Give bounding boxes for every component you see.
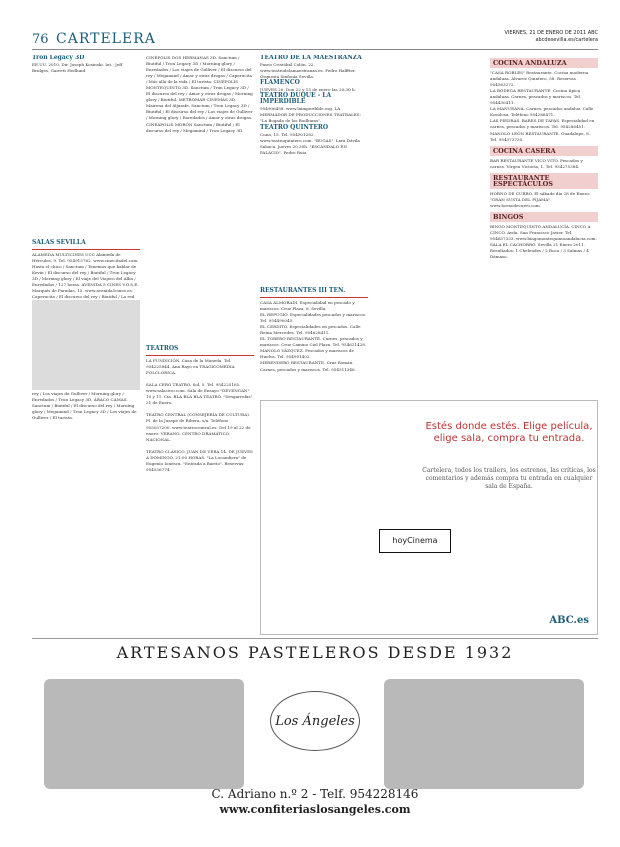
column-dining (490, 55, 598, 400)
page-header (32, 30, 598, 50)
advert-headline: Estés donde estés. Elige película, elige sala, compra tu entrada. (425, 421, 593, 444)
section-heading: SALAS SEVILLA (32, 237, 140, 250)
theatre-entry: SALA CERO TEATRO. Sol, 5. Tel. 954225165. www.salacero.com. Sala de Ensayo "DEVENGAN" 10 y 11. Cía. BLA BLA BLA TEATRO. "Desgarrofas". 21 de Enero. (146, 382, 254, 406)
restaurant-entry: EL TORERO RESTAURANTE. Carnes, pescados y mariscos. Cruz Camino Ciel Plaza. Tel. 954621428. (260, 336, 367, 348)
dining-heading: RESTAURANTE ESPECTÁCULOS (490, 173, 598, 189)
theatre-entry: TEATRO CLÁSICO. JUAN DE VERA 14. DE JUEVES A DOMINGO, 21:00 HORAS. "La Locandiera" de Eugenio Ionescu. "Entrada a Barrio". Reservas: 954536774. (146, 448, 253, 472)
restaurant-entry: CASA ALMORADI. Especialidad en pescado y mariscos. Cruz Plaza, 8. Sevilla. (260, 300, 355, 312)
column-theatres-2 (260, 55, 368, 320)
hoycinema-advert[interactable] (260, 400, 598, 635)
cinema-listings-2: CINÉPOLIS DOS HERMANAS 3D. Sanctum / Biutiful / Tron Legacy 3D / Morning glory / Enredados / Los viajes de Gulliver / El discurso del rey / Megamind / Amor y otras drogas / Caperucita / Más allá de la vida / El turista. CINÉPOLIS MONTEQUINTO 3D. Sanctum / Tron Legacy 3D / El discurso del rey / Amor y otras drogas / Morning glory / Biutiful. METROMAR CINEMAS 3D. Mairena del Aljarafe. Sanctum / Tron Legacy 3D / Biutiful / El discurso del rey / Los viajes de Gulliver / Morning glory / Enredados / Amor y otras drogas. CINEAPOLIS MORÓN Sanctum / Biutiful / El discurso del rey / Megamind / Tron Legacy 3D. (146, 55, 253, 133)
bakery-advert[interactable] (32, 638, 598, 838)
page-number: 76 (32, 32, 49, 47)
dining-heading: BINGOS (490, 212, 598, 222)
dining-entry: BINGO MONTEQUINTO ANDALUCÍA. CINCO A CINCO. Avda. San Francisco Javier. Tel. 954657333. www.bingomontequintoandalucia.com. (490, 224, 597, 242)
advert-subtext: Cartelera, todos los trailers, los estrenos, las críticas, los comentarios y además compra tu entrada en cualquier sala de España. (422, 467, 596, 490)
theatre-heading: TEATRO QUINTERO (260, 123, 329, 131)
website[interactable]: www.confiteriaslosangeles.com (219, 803, 411, 816)
dining-entry: HORNO DE CURRO. El sábado día 28 de Enero: "GRAN SUSTA DEL PIJAMA". www.hornodecurro.com. (490, 190, 591, 208)
dining-entry: SALA EL CACHORRO. Sevilla 21 Enero 2011. Resultados: 1 Chelendes / 2 Roca / 3 Salinas / 4 Dámaso. (490, 242, 589, 260)
restaurant-entry: EL REFUGIO. Especialidades pescados y mariscos. Tel. 954490045. (260, 312, 367, 324)
restaurant-entry: EL CERDITO. Especialidades en pescados. Calle Reina Mercedes. Tel. 954628411. (260, 324, 361, 336)
theatre-heading: TEATRO DUQUE - LA IMPERDIBLE (260, 92, 332, 106)
theatre-entry: Paseo Cristóbal Colón, 22. www.teatrodelamaestranza.es. Pedro Halffter. Orquesta Sinfonía Sevilla. (260, 62, 356, 80)
restaurant-entry: MERENDERO RESTAURANTE. Cruz Román. Carnes, pescados y mariscos. Tel. 954511346. (260, 360, 356, 372)
pastry-image (44, 679, 244, 789)
hoycinema-logo: hoyCinema (379, 529, 451, 553)
brand-logo: Los Ángeles (270, 691, 360, 751)
theatre-entry: Cuna, 15. Tel. 954501282. www.teatroquintero.com. "BUGAS". Lara Dávila Sabaca. Jueves 20.30h. "ESCÁNDALO EN PALACIO". Pedro Ruiz. (260, 131, 360, 155)
restaurants-heading: RESTAURANTES III TEN. (260, 285, 368, 298)
spacer (32, 74, 140, 234)
column-theatres (146, 340, 254, 630)
featured-film-title: Tron Legacy 3D (32, 55, 85, 61)
film-still-image (32, 300, 140, 390)
theatre-entry: TEATRO CENTRAL (CONSEJERÍA DE CULTURA). Pl. de la Jusepe de Ribera, s/n. Teléfono 955037200. www.teatrocentral.es. Del 19 al 22 de enero: VERANO. CENTRO DRAMÁTICO NACIONAL. (146, 412, 251, 442)
address: C. Adriano n.º 2 - Telf. 954228146 (211, 787, 419, 801)
abc-logo: ABC.es (549, 615, 589, 626)
dining-heading: COCINA ANDALUZA (490, 58, 598, 68)
restaurant-entry: MANOLO VÁZQUEZ. Pescados y mariscos de Huelva. Tel. 954901402. (260, 348, 354, 360)
theatres-heading: TEATROS (146, 343, 254, 356)
column-restaurants (260, 282, 368, 400)
cake-image (384, 679, 584, 789)
dining-entry: BAR RESTAURANTE VICO VITO. Pescados y carnes. Vírgen Victoria, 1. Tel. 954275384. (490, 157, 583, 169)
advert-title: ARTESANOS PASTELEROS DESDE 1932 (116, 643, 514, 662)
theatre-heading: TEATRO DE LA MAESTRANZA (260, 55, 362, 61)
dining-entry: LAS PIEDRAS. BARES DE TAPAS. Especialidad en carnes, pescados y mariscos. Tel. 954286451. (490, 118, 595, 130)
theatre-heading: FLAMENCO (260, 79, 300, 87)
dining-entry: LA MANUEANA. Carnes, pescados andaluz. Calle Kosolosa. Teléfono 954286471. (490, 106, 594, 118)
dining-entry: LA BODEGA RESTAURANTE. Cocina típica andaluza. Carnes, pescados y mariscos. Tel. 954430411. (490, 88, 582, 106)
dining-entry: MANOLO LEÓN RESTAURANTE. Guadalupe, 8. Tel. 954373735. (490, 130, 591, 142)
theatre-entry: 954906458. www.laimperdible.org. LA MERMADOR DE PRODUCCIONES TEATRALES: "La Bogada de los Bodhums". (260, 106, 361, 124)
featured-film-intro: EE.UU. 2010. Dir. Joseph Kosinski. Int.: Jeff Bridges, Garrett Hedlund. (32, 62, 123, 74)
cinema-listings: ALAMEDA MULTICINES UCC Alameda de Hércules, 9. Tel. 954915762. www.cinecitadel.com. Hasta el chico / Sanctum / Tenemos que hablar de Kevin / El discurso del rey / Biutiful / Tron Legacy 3D / Morning glory / El viaje del Viajero del Alba / Enredados / 127 horas. AVENIDA 5 CINES V.O.S.E. Marqués de Paradas, 15. www.avenida5cines.es. Caperucita / El discurso del rey / Biutiful / La red rey / Los viajes de Gulliver / Morning glory / Enredados / Tron Legacy 3D. ÁBACO CAMAS. Sanctum / Biutiful / El discurso del rey / Morning glory / Megamind / Tron Legacy 3D / Los viajes de Gulliver / El turista. (32, 252, 139, 421)
theatre-entry: JUEVES 20. Don 22 y 15 de enero las 20:30 h. (260, 87, 356, 93)
dining-heading: COCINA CASERA (490, 146, 598, 156)
section-title: CARTELERA (56, 31, 156, 47)
theatre-entry: LA FUNDICIÓN. Casa de la Moneda. Tel. 954225844. Ana Rayo en TRAGICOMEDIA FOLCLÓRICA. (146, 358, 235, 376)
dining-entry: "CASA ROBLES" Restaurante. Cocina moderna andaluza. Álvarez Quintero, 58. Reservas 954563272. (490, 70, 589, 88)
issue-date: VIERNES, 21 DE ENERO DE 2011 ABC abcdesevilla.es/cartelera (504, 30, 598, 43)
